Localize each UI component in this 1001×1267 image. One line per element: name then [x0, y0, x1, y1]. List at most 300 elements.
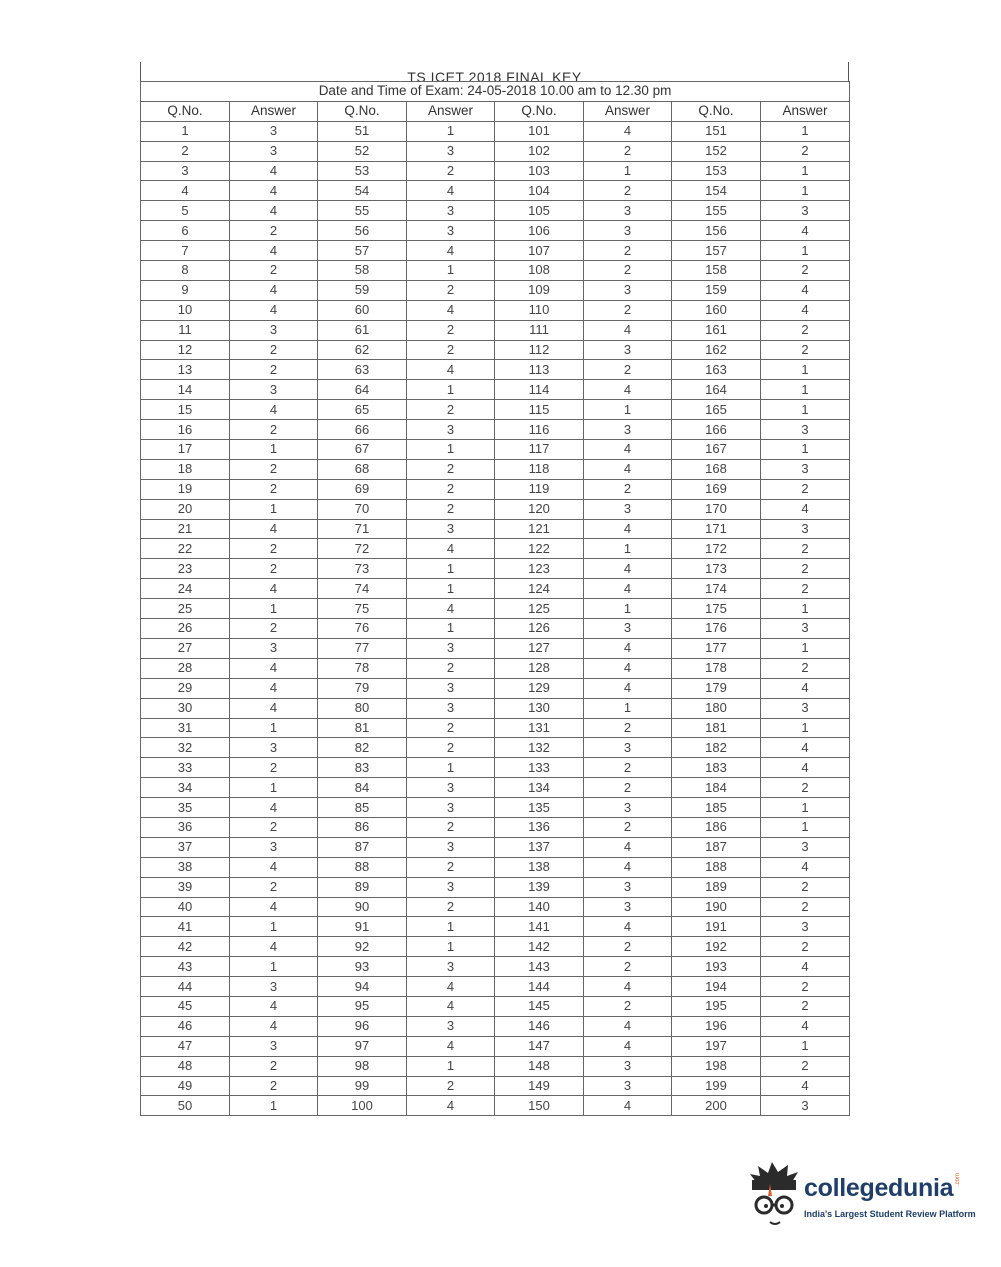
question-number-cell: 110	[495, 300, 584, 320]
table-row	[141, 221, 850, 241]
question-number-cell: 58	[318, 261, 407, 281]
question-number-cell: 170	[672, 499, 761, 519]
question-number-cell: 73	[318, 559, 407, 579]
answer-cell: 1	[761, 817, 850, 837]
answer-cell: 2	[761, 937, 850, 957]
answer-cell: 4	[584, 320, 672, 340]
header-qno: Q.No.	[318, 101, 407, 121]
question-number-cell: 24	[141, 579, 230, 599]
question-number-cell: 158	[672, 261, 761, 281]
question-number-cell: 18	[141, 459, 230, 479]
answer-cell: 1	[761, 440, 850, 460]
question-number-cell: 40	[141, 897, 230, 917]
question-number-cell: 21	[141, 519, 230, 539]
question-number-cell: 50	[141, 1096, 230, 1116]
answer-cell: 3	[230, 738, 318, 758]
question-number-cell: 182	[672, 738, 761, 758]
answer-cell: 2	[761, 320, 850, 340]
question-number-cell: 95	[318, 996, 407, 1016]
answer-cell: 1	[584, 161, 672, 181]
answer-cell: 4	[761, 758, 850, 778]
answer-cell: 3	[584, 619, 672, 639]
table-row	[141, 420, 850, 440]
answer-cell: 2	[584, 957, 672, 977]
answer-cell: 4	[761, 857, 850, 877]
question-number-cell: 80	[318, 698, 407, 718]
header-answer: Answer	[584, 101, 672, 121]
question-number-cell: 22	[141, 539, 230, 559]
table-row	[141, 440, 850, 460]
answer-cell: 3	[407, 519, 495, 539]
document-title: TS ICET 2018 FINAL KEY	[407, 69, 582, 82]
answer-cell: 2	[230, 360, 318, 380]
question-number-cell: 86	[318, 817, 407, 837]
answer-cell: 3	[584, 499, 672, 519]
answer-cell: 2	[407, 280, 495, 300]
question-number-cell: 8	[141, 261, 230, 281]
answer-cell: 3	[407, 957, 495, 977]
question-number-cell: 42	[141, 937, 230, 957]
answer-cell: 2	[407, 459, 495, 479]
question-number-cell: 103	[495, 161, 584, 181]
answer-cell: 1	[761, 181, 850, 201]
question-number-cell: 75	[318, 599, 407, 619]
answer-cell: 3	[230, 320, 318, 340]
question-number-cell: 4	[141, 181, 230, 201]
answer-cell: 4	[230, 519, 318, 539]
answer-cell: 2	[230, 420, 318, 440]
answer-cell: 2	[407, 857, 495, 877]
question-number-cell: 172	[672, 539, 761, 559]
question-number-cell: 167	[672, 440, 761, 460]
answer-cell: 2	[407, 479, 495, 499]
answer-cell: 3	[584, 1076, 672, 1096]
answer-cell: 1	[230, 917, 318, 937]
question-number-cell: 112	[495, 340, 584, 360]
question-number-cell: 78	[318, 658, 407, 678]
question-number-cell: 140	[495, 897, 584, 917]
table-row	[141, 479, 850, 499]
question-number-cell: 79	[318, 678, 407, 698]
table-row	[141, 181, 850, 201]
question-number-cell: 45	[141, 996, 230, 1016]
question-number-cell: 108	[495, 261, 584, 281]
answer-cell: 2	[761, 261, 850, 281]
answer-cell: 3	[407, 778, 495, 798]
answer-cell: 2	[584, 778, 672, 798]
question-number-cell: 139	[495, 877, 584, 897]
answer-cell: 2	[230, 877, 318, 897]
table-row	[141, 638, 850, 658]
answer-cell: 3	[584, 280, 672, 300]
answer-cell: 4	[230, 798, 318, 818]
question-number-cell: 125	[495, 599, 584, 619]
question-number-cell: 165	[672, 400, 761, 420]
question-number-cell: 99	[318, 1076, 407, 1096]
question-number-cell: 92	[318, 937, 407, 957]
answer-cell: 4	[407, 181, 495, 201]
answer-cell: 4	[230, 161, 318, 181]
table-row	[141, 738, 850, 758]
answer-cell: 2	[407, 499, 495, 519]
answer-cell: 4	[230, 1016, 318, 1036]
answer-cell: 2	[761, 1056, 850, 1076]
question-number-cell: 131	[495, 718, 584, 738]
answer-cell: 3	[230, 121, 318, 141]
table-row	[141, 320, 850, 340]
question-number-cell: 19	[141, 479, 230, 499]
answer-cell: 1	[407, 619, 495, 639]
answer-cell: 1	[584, 698, 672, 718]
question-number-cell: 136	[495, 817, 584, 837]
question-number-cell: 109	[495, 280, 584, 300]
question-number-cell: 59	[318, 280, 407, 300]
answer-cell: 4	[407, 996, 495, 1016]
answer-cell: 4	[584, 1036, 672, 1056]
answer-cell: 1	[761, 241, 850, 261]
question-number-cell: 177	[672, 638, 761, 658]
question-number-cell: 122	[495, 539, 584, 559]
header-answer: Answer	[230, 101, 318, 121]
answer-cell: 4	[761, 957, 850, 977]
question-number-cell: 132	[495, 738, 584, 758]
question-number-cell: 123	[495, 559, 584, 579]
question-number-cell: 15	[141, 400, 230, 420]
question-number-cell: 117	[495, 440, 584, 460]
question-number-cell: 119	[495, 479, 584, 499]
header-row	[141, 101, 850, 121]
question-number-cell: 66	[318, 420, 407, 440]
exam-datetime: Date and Time of Exam: 24-05-2018 10.00 am to 12.30 pm	[141, 82, 850, 102]
question-number-cell: 115	[495, 400, 584, 420]
question-number-cell: 153	[672, 161, 761, 181]
table-row	[141, 857, 850, 877]
answer-cell: 4	[230, 201, 318, 221]
question-number-cell: 116	[495, 420, 584, 440]
question-number-cell: 169	[672, 479, 761, 499]
question-number-cell: 13	[141, 360, 230, 380]
question-number-cell: 44	[141, 977, 230, 997]
question-number-cell: 98	[318, 1056, 407, 1076]
answer-cell: 4	[761, 1016, 850, 1036]
answer-cell: 4	[584, 638, 672, 658]
table-row	[141, 957, 850, 977]
question-number-cell: 31	[141, 718, 230, 738]
question-number-cell: 93	[318, 957, 407, 977]
answer-cell: 4	[584, 1096, 672, 1116]
question-number-cell: 127	[495, 638, 584, 658]
question-number-cell: 144	[495, 977, 584, 997]
question-number-cell: 141	[495, 917, 584, 937]
question-number-cell: 91	[318, 917, 407, 937]
question-number-cell: 49	[141, 1076, 230, 1096]
answer-cell: 2	[407, 718, 495, 738]
question-number-cell: 160	[672, 300, 761, 320]
answer-cell: 1	[230, 718, 318, 738]
collegedunia-logo	[742, 1160, 976, 1232]
answer-cell: 2	[761, 658, 850, 678]
table-row	[141, 340, 850, 360]
answer-cell: 3	[407, 678, 495, 698]
question-number-cell: 161	[672, 320, 761, 340]
table-row	[141, 837, 850, 857]
question-number-cell: 197	[672, 1036, 761, 1056]
answer-cell: 2	[761, 479, 850, 499]
answer-cell: 4	[407, 360, 495, 380]
question-number-cell: 199	[672, 1076, 761, 1096]
answer-cell: 4	[230, 996, 318, 1016]
question-number-cell: 32	[141, 738, 230, 758]
question-number-cell: 118	[495, 459, 584, 479]
answer-cell: 3	[584, 897, 672, 917]
answer-cell: 1	[761, 798, 850, 818]
question-number-cell: 20	[141, 499, 230, 519]
answer-cell: 3	[584, 738, 672, 758]
question-number-cell: 39	[141, 877, 230, 897]
question-number-cell: 97	[318, 1036, 407, 1056]
answer-cell: 2	[407, 161, 495, 181]
question-number-cell: 121	[495, 519, 584, 539]
answer-cell: 2	[761, 977, 850, 997]
question-number-cell: 7	[141, 241, 230, 261]
answer-cell: 2	[407, 340, 495, 360]
answer-key-table	[140, 81, 850, 1116]
answer-cell: 2	[761, 996, 850, 1016]
question-number-cell: 184	[672, 778, 761, 798]
header-answer: Answer	[761, 101, 850, 121]
answer-cell: 2	[584, 181, 672, 201]
answer-cell: 4	[584, 121, 672, 141]
table-row	[141, 1036, 850, 1056]
answer-cell: 3	[584, 340, 672, 360]
answer-cell: 4	[230, 579, 318, 599]
answer-cell: 2	[761, 579, 850, 599]
question-number-cell: 187	[672, 837, 761, 857]
answer-cell: 3	[584, 798, 672, 818]
answer-cell: 1	[584, 539, 672, 559]
answer-cell: 4	[407, 539, 495, 559]
question-number-cell: 171	[672, 519, 761, 539]
answer-cell: 3	[230, 977, 318, 997]
question-number-cell: 27	[141, 638, 230, 658]
table-row	[141, 579, 850, 599]
table-row	[141, 539, 850, 559]
question-number-cell: 12	[141, 340, 230, 360]
answer-cell: 2	[761, 141, 850, 161]
answer-cell: 1	[761, 380, 850, 400]
question-number-cell: 54	[318, 181, 407, 201]
table-row	[141, 121, 850, 141]
question-number-cell: 196	[672, 1016, 761, 1036]
answer-cell: 1	[230, 1096, 318, 1116]
answer-cell: 4	[584, 977, 672, 997]
answer-cell: 2	[407, 1076, 495, 1096]
question-number-cell: 142	[495, 937, 584, 957]
table-row	[141, 141, 850, 161]
answer-cell: 4	[584, 917, 672, 937]
table-row	[141, 161, 850, 181]
question-number-cell: 175	[672, 599, 761, 619]
question-number-cell: 69	[318, 479, 407, 499]
question-number-cell: 190	[672, 897, 761, 917]
answer-cell: 1	[407, 440, 495, 460]
question-number-cell: 53	[318, 161, 407, 181]
table-row	[141, 977, 850, 997]
answer-cell: 2	[584, 758, 672, 778]
answer-cell: 3	[230, 141, 318, 161]
answer-cell: 3	[761, 420, 850, 440]
question-number-cell: 85	[318, 798, 407, 818]
answer-cell: 4	[584, 678, 672, 698]
question-number-cell: 65	[318, 400, 407, 420]
answer-cell: 3	[761, 201, 850, 221]
question-number-cell: 33	[141, 758, 230, 778]
question-number-cell: 30	[141, 698, 230, 718]
answer-cell: 1	[230, 957, 318, 977]
question-number-cell: 88	[318, 857, 407, 877]
question-number-cell: 67	[318, 440, 407, 460]
question-number-cell: 38	[141, 857, 230, 877]
question-number-cell: 74	[318, 579, 407, 599]
question-number-cell: 150	[495, 1096, 584, 1116]
question-number-cell: 96	[318, 1016, 407, 1036]
answer-cell: 1	[230, 440, 318, 460]
answer-cell: 1	[407, 579, 495, 599]
question-number-cell: 151	[672, 121, 761, 141]
table-row	[141, 201, 850, 221]
answer-cell: 1	[761, 1036, 850, 1056]
answer-cell: 3	[407, 141, 495, 161]
question-number-cell: 11	[141, 320, 230, 340]
answer-cell: 2	[230, 459, 318, 479]
answer-cell: 2	[407, 897, 495, 917]
question-number-cell: 36	[141, 817, 230, 837]
page-title	[140, 62, 849, 82]
question-number-cell: 128	[495, 658, 584, 678]
table-row	[141, 798, 850, 818]
question-number-cell: 51	[318, 121, 407, 141]
question-number-cell: 87	[318, 837, 407, 857]
answer-cell: 2	[407, 400, 495, 420]
answer-cell: 2	[761, 340, 850, 360]
question-number-cell: 147	[495, 1036, 584, 1056]
logo-dotcom: .com	[955, 1172, 961, 1186]
table-row	[141, 559, 850, 579]
answer-cell: 2	[584, 718, 672, 738]
answer-cell: 1	[761, 599, 850, 619]
question-number-cell: 94	[318, 977, 407, 997]
question-number-cell: 37	[141, 837, 230, 857]
answer-cell: 2	[230, 340, 318, 360]
answer-cell: 2	[230, 479, 318, 499]
question-number-cell: 14	[141, 380, 230, 400]
answer-cell: 2	[584, 261, 672, 281]
table-row	[141, 897, 850, 917]
answer-cell: 4	[761, 738, 850, 758]
answer-cell: 3	[761, 837, 850, 857]
table-row	[141, 599, 850, 619]
question-number-cell: 124	[495, 579, 584, 599]
answer-cell: 3	[230, 1036, 318, 1056]
table-row	[141, 678, 850, 698]
answer-cell: 3	[407, 798, 495, 818]
answer-cell: 2	[584, 479, 672, 499]
answer-cell: 1	[584, 400, 672, 420]
question-number-cell: 113	[495, 360, 584, 380]
answer-cell: 1	[407, 917, 495, 937]
answer-cell: 4	[230, 897, 318, 917]
header-qno: Q.No.	[672, 101, 761, 121]
question-number-cell: 90	[318, 897, 407, 917]
answer-cell: 3	[584, 420, 672, 440]
question-number-cell: 189	[672, 877, 761, 897]
answer-cell: 2	[584, 996, 672, 1016]
question-number-cell: 101	[495, 121, 584, 141]
answer-cell: 1	[407, 1056, 495, 1076]
question-number-cell: 70	[318, 499, 407, 519]
question-number-cell: 148	[495, 1056, 584, 1076]
answer-cell: 3	[584, 201, 672, 221]
question-number-cell: 23	[141, 559, 230, 579]
question-number-cell: 130	[495, 698, 584, 718]
question-number-cell: 152	[672, 141, 761, 161]
question-number-cell: 183	[672, 758, 761, 778]
table-row	[141, 698, 850, 718]
question-number-cell: 149	[495, 1076, 584, 1096]
question-number-cell: 126	[495, 619, 584, 639]
answer-cell: 2	[761, 778, 850, 798]
question-number-cell: 164	[672, 380, 761, 400]
answer-cell: 1	[407, 559, 495, 579]
question-number-cell: 138	[495, 857, 584, 877]
answer-cell: 3	[584, 877, 672, 897]
answer-cell: 1	[761, 161, 850, 181]
answer-cell: 4	[407, 599, 495, 619]
question-number-cell: 5	[141, 201, 230, 221]
question-number-cell: 76	[318, 619, 407, 639]
question-number-cell: 145	[495, 996, 584, 1016]
answer-cell: 2	[407, 658, 495, 678]
table-row	[141, 917, 850, 937]
table-row	[141, 877, 850, 897]
answer-cell: 1	[407, 380, 495, 400]
answer-cell: 4	[584, 658, 672, 678]
question-number-cell: 195	[672, 996, 761, 1016]
question-number-cell: 64	[318, 380, 407, 400]
answer-cell: 3	[230, 380, 318, 400]
table-row	[141, 1016, 850, 1036]
answer-cell: 4	[761, 678, 850, 698]
question-number-cell: 198	[672, 1056, 761, 1076]
answer-cell: 3	[761, 519, 850, 539]
answer-cell: 4	[584, 1016, 672, 1036]
question-number-cell: 47	[141, 1036, 230, 1056]
question-number-cell: 16	[141, 420, 230, 440]
answer-cell: 2	[230, 221, 318, 241]
question-number-cell: 57	[318, 241, 407, 261]
answer-cell: 1	[761, 400, 850, 420]
table-row	[141, 658, 850, 678]
question-number-cell: 185	[672, 798, 761, 818]
question-number-cell: 135	[495, 798, 584, 818]
answer-cell: 4	[407, 241, 495, 261]
answer-cell: 3	[407, 877, 495, 897]
question-number-cell: 168	[672, 459, 761, 479]
answer-cell: 3	[584, 1056, 672, 1076]
table-row	[141, 499, 850, 519]
answer-cell: 3	[761, 698, 850, 718]
question-number-cell: 179	[672, 678, 761, 698]
